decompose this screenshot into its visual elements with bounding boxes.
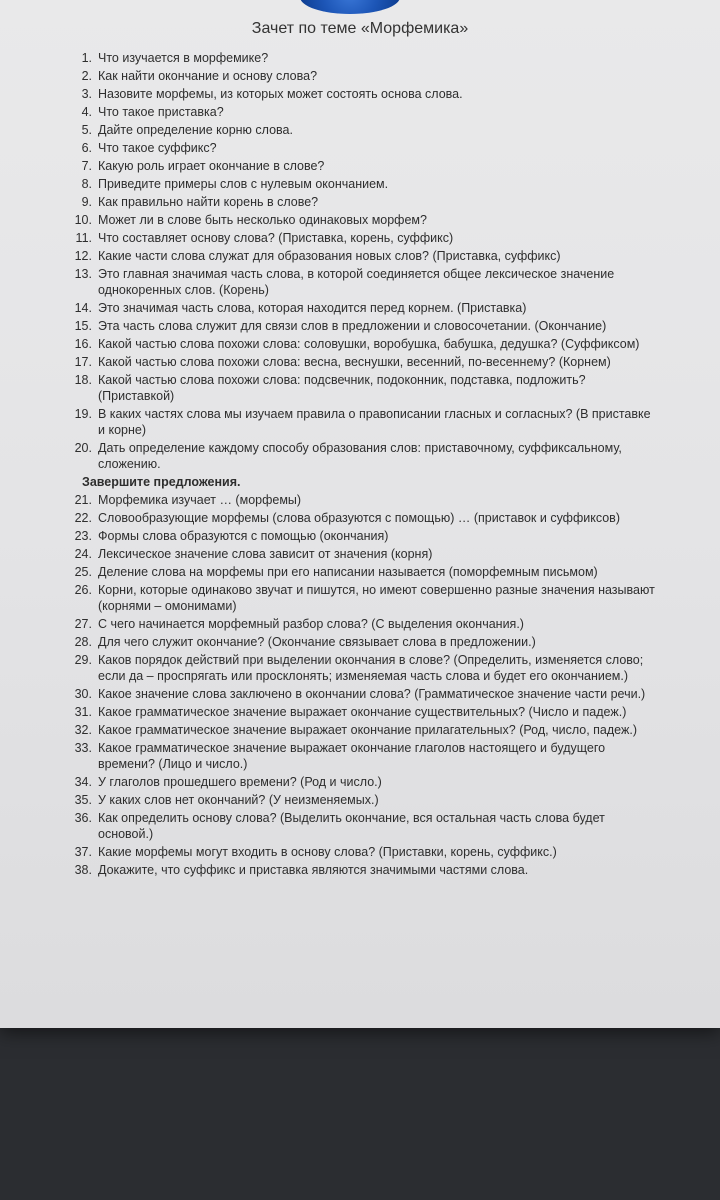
list-item	[70, 354, 660, 370]
list-item	[70, 792, 660, 808]
item-number: 32.	[74, 723, 92, 737]
list-item	[70, 740, 660, 772]
item-text: Какие морфемы могут входить в основу слова? (Приставки, корень, суффикс.)	[98, 845, 557, 859]
item-text: Какое грамматическое значение выражает окончание существительных? (Число и падеж.)	[98, 705, 627, 719]
list-item	[70, 248, 660, 264]
item-number: 11.	[75, 231, 92, 245]
list-item	[70, 318, 660, 334]
item-number: 33.	[74, 741, 92, 755]
list-item	[70, 212, 660, 228]
list-item	[70, 616, 660, 632]
list-item	[70, 158, 660, 174]
list-item	[70, 300, 660, 316]
item-text: Какой частью слова похожи слова: весна, веснушки, весенний, по-весеннему? (Корнем)	[98, 355, 611, 369]
item-text: Дайте определение корню слова.	[98, 123, 293, 137]
item-text: Лексическое значение слова зависит от значения (корня)	[98, 547, 433, 561]
item-text: Докажите, что суффикс и приставка являются значимыми частями слова.	[98, 863, 529, 877]
item-number: 16.	[74, 337, 92, 351]
item-number: 18.	[74, 373, 92, 387]
list-item	[70, 440, 660, 472]
item-number: 34.	[74, 775, 92, 789]
item-text: Какое значение слова заключено в окончании слова? (Грамматическое значение части речи.)	[98, 687, 646, 701]
item-text: Дать определение каждому способу образования слов: приставочному, суффиксальному, сложению.	[98, 441, 622, 471]
list-item	[70, 266, 660, 298]
item-text: Корни, которые одинаково звучат и пишутся, но имеют совершенно разные значения называют (корнями – омонимами)	[98, 583, 655, 613]
item-text: Это значимая часть слова, которая находится перед корнем. (Приставка)	[98, 301, 527, 315]
item-number: 26.	[74, 583, 92, 597]
item-text: У каких слов нет окончаний? (У неизменяемых.)	[98, 793, 379, 807]
item-number: 21.	[74, 493, 92, 507]
item-number: 38.	[74, 863, 92, 877]
item-text: Как правильно найти корень в слове?	[98, 195, 319, 209]
item-text: Это главная значимая часть слова, в которой соединяется общее лексическое значение однокоренных слов. (Корень)	[98, 267, 615, 297]
item-number: 22.	[74, 511, 92, 525]
list-item	[70, 176, 660, 192]
item-number: 24.	[74, 547, 92, 561]
item-number: 4.	[81, 105, 92, 119]
item-number: 20.	[74, 441, 92, 455]
item-text: Какие части слова служат для образования новых слов? (Приставка, суффикс)	[98, 249, 561, 263]
item-number: 14.	[74, 301, 92, 315]
page-title: Зачет по теме «Морфемика»	[251, 20, 469, 37]
list-item	[70, 862, 660, 878]
list-item	[70, 140, 660, 156]
item-text: Какое грамматическое значение выражает окончание глаголов настоящего и будущего времени? (Лицо и число.)	[98, 741, 606, 771]
item-number: 29.	[74, 653, 92, 667]
item-number: 8.	[81, 177, 92, 191]
item-number: 37.	[74, 845, 92, 859]
item-text: У глаголов прошедшего времени? (Род и число.)	[98, 775, 382, 789]
item-text: Словообразующие морфемы (слова образуются с помощью) … (приставок и суффиксов)	[98, 511, 620, 525]
item-number: 5.	[81, 123, 92, 137]
item-text: Какой частью слова похожи слова: подсвечник, подоконник, подставка, подложить? (Приставкой)	[98, 373, 586, 403]
list-item	[70, 230, 660, 246]
item-number: 30.	[74, 687, 92, 701]
item-number: 15.	[74, 319, 92, 333]
item-text: Может ли в слове быть несколько одинаковых морфем?	[98, 213, 427, 227]
item-text: Каков порядок действий при выделении окончания в слове? (Определить, изменяется слово; если да – проспрягать или просклонять; изменяемая часть слова и будет его окончанием.)	[98, 653, 644, 683]
item-number: 17.	[74, 355, 92, 369]
item-number: 6.	[81, 141, 92, 155]
list-item	[70, 634, 660, 650]
list-item	[70, 528, 660, 544]
item-number: 12.	[74, 249, 92, 263]
item-text: Какой частью слова похожи слова: соловушки, воробушка, бабушка, дедушка? (Суффиксом)	[98, 337, 640, 351]
item-number: 13.	[74, 267, 92, 281]
list-item	[70, 774, 660, 790]
list-item	[70, 194, 660, 210]
item-text: Как найти окончание и основу слова?	[98, 69, 318, 83]
list-item	[70, 652, 660, 684]
item-text: Формы слова образуются с помощью (окончания)	[98, 529, 389, 543]
item-text: В каких частях слова мы изучаем правила о правописании гласных и согласных? (В приставке и корне)	[98, 407, 651, 437]
list-item	[70, 50, 660, 66]
section-heading: Завершите предложения.	[82, 475, 241, 489]
list-item	[70, 546, 660, 562]
item-text: С чего начинается морфемный разбор слова? (С выделения окончания.)	[98, 617, 524, 631]
item-text: Как определить основу слова? (Выделить окончание, вся остальная часть слова будет основой.)	[98, 811, 605, 841]
item-text: Назовите морфемы, из которых может состоять основа слова.	[98, 87, 463, 101]
questions-block	[70, 50, 660, 472]
list-item	[70, 68, 660, 84]
list-item	[70, 510, 660, 526]
item-text: Что изучается в морфемике?	[98, 51, 269, 65]
item-number: 19.	[74, 407, 92, 421]
item-number: 1.	[81, 51, 92, 65]
list-item	[70, 372, 660, 404]
completions-block	[70, 492, 660, 878]
blue-logo-fragment	[300, 0, 400, 14]
list-item	[70, 122, 660, 138]
list-item	[70, 810, 660, 842]
item-text: Эта часть слова служит для связи слов в предложении и словосочетании. (Окончание)	[98, 319, 607, 333]
item-number: 3.	[81, 87, 92, 101]
item-number: 27.	[74, 617, 92, 631]
list-item	[70, 336, 660, 352]
item-number: 9.	[81, 195, 92, 209]
item-number: 35.	[74, 793, 92, 807]
item-number: 2.	[81, 69, 92, 83]
item-text: Морфемика изучает … (морфемы)	[98, 493, 302, 507]
item-text: Что составляет основу слова? (Приставка, корень, суффикс)	[98, 231, 454, 245]
list-item	[70, 564, 660, 580]
question-list	[70, 50, 660, 880]
list-item	[70, 844, 660, 860]
list-item	[70, 492, 660, 508]
item-text: Что такое приставка?	[98, 105, 224, 119]
item-number: 31.	[74, 705, 92, 719]
item-text: Для чего служит окончание? (Окончание связывает слова в предложении.)	[98, 635, 536, 649]
list-item	[70, 406, 660, 438]
item-number: 23.	[74, 529, 92, 543]
item-text: Какое грамматическое значение выражает окончание прилагательных? (Род, число, падеж.)	[98, 723, 637, 737]
list-item	[70, 722, 660, 738]
item-number: 25.	[74, 565, 92, 579]
list-item	[70, 86, 660, 102]
list-item	[70, 704, 660, 720]
item-text: Какую роль играет окончание в слове?	[98, 159, 325, 173]
item-text: Приведите примеры слов с нулевым окончанием.	[98, 177, 389, 191]
list-item	[70, 104, 660, 120]
item-number: 36.	[74, 811, 92, 825]
list-item	[70, 686, 660, 702]
item-number: 7.	[81, 159, 92, 173]
item-number: 28.	[74, 635, 92, 649]
item-text: Деление слова на морфемы при его написании называется (поморфемным письмом)	[98, 565, 598, 579]
item-text: Что такое суффикс?	[98, 141, 217, 155]
list-item	[70, 582, 660, 614]
item-number: 10.	[74, 213, 92, 227]
